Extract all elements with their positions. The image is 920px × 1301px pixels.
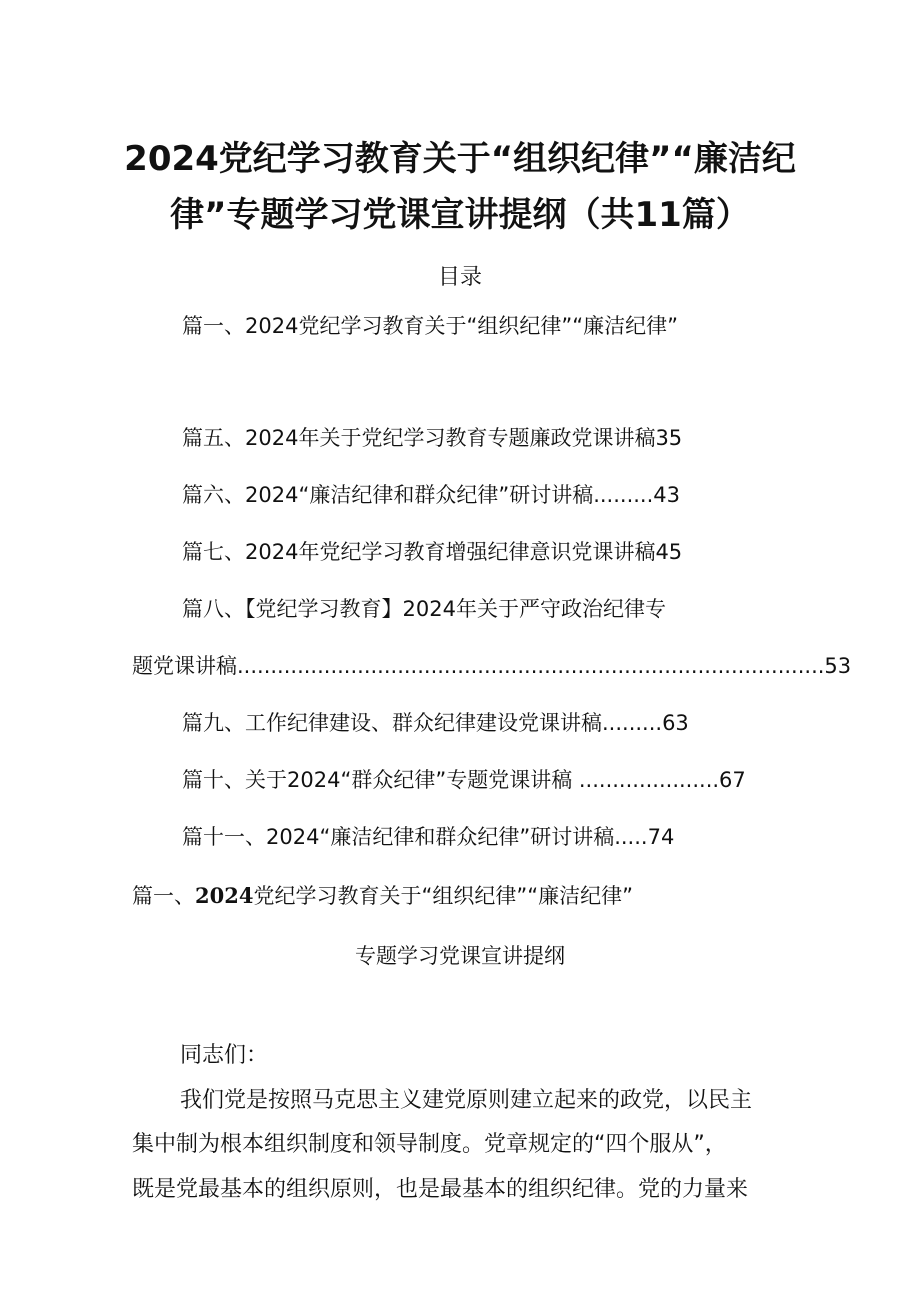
toc-entry-7[interactable]: 篇七、2024年党纪学习教育增强纪律意识党课讲稿45 [182,540,683,564]
salutation: 同志们： [180,1043,269,1068]
body-line-1: 我们党是按照马克思主义建党原则建立起来的政党，以民主 [180,1088,753,1113]
toc-entry-5[interactable]: 篇五、2024年关于党纪学习教育专题廉政党课讲稿35 [182,426,683,450]
section-heading-prefix: 篇一、 [132,884,195,908]
section-subheading: 专题学习党课宣讲提纲 [355,944,565,968]
toc-entry-8-continued[interactable]: 题党课讲稿........................................................................................53 [132,654,852,678]
body-line-2: 集中制为根本组织制度和领导制度。党章规定的“四个服从”， [132,1132,727,1157]
toc-entry-9[interactable]: 篇九、工作纪律建设、群众纪律建设党课讲稿.........63 [182,711,689,735]
section-heading [132,880,633,912]
section-heading-text: 党纪学习教育关于“组织纪律”“廉洁纪律” [253,884,633,908]
document-title-line-1: 2024党纪学习教育关于“组织纪律”“廉洁纪 [124,139,796,179]
section-heading-year: 2024 [195,883,254,908]
toc-entry-11[interactable]: 篇十一、2024“廉洁纪律和群众纪律”研讨讲稿.....74 [182,825,675,849]
document-title-line-2: 律”专题学习党课宣讲提纲（共11篇） [170,195,750,235]
toc-entry-8[interactable]: 篇八、【党纪学习教育】2024年关于严守政治纪律专 [182,597,666,621]
body-line-3: 既是党最基本的组织原则，也是最基本的组织纪律。党的力量来 [132,1177,749,1202]
toc-heading: 目录 [437,265,482,290]
toc-entry-1[interactable]: 篇一、2024党纪学习教育关于“组织纪律”“廉洁纪律” [182,314,678,338]
toc-entry-10[interactable]: 篇十、关于2024“群众纪律”专题党课讲稿 .....................67 [182,768,746,792]
toc-entry-6[interactable]: 篇六、2024“廉洁纪律和群众纪律”研讨讲稿.........43 [182,483,680,507]
